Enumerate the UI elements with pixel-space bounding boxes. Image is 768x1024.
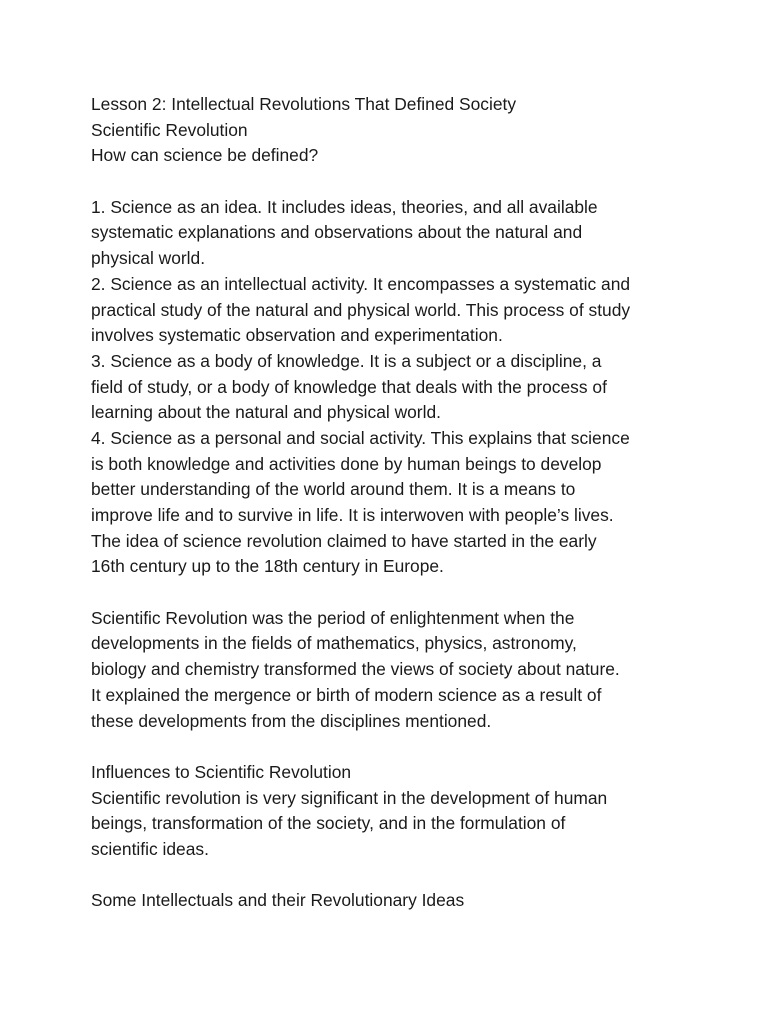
paragraph-line: Scientific revolution is very significant in the development of human	[91, 787, 608, 808]
definition-item	[91, 426, 691, 580]
question-line: How can science be defined?	[91, 145, 319, 166]
definition-line: 1. Science as an idea. It includes ideas, theories, and all available	[91, 196, 598, 217]
definition-item	[91, 272, 691, 349]
definition-line: better understanding of the world around them. It is a means to	[91, 479, 576, 500]
lesson-title: Lesson 2: Intellectual Revolutions That Defined Society	[91, 94, 517, 114]
influences-heading: Influences to Scientific Revolution	[91, 761, 352, 782]
blank-line	[91, 734, 691, 760]
blank-line	[91, 169, 691, 195]
paragraph-line: Scientific Revolution was the period of enlightenment when the	[91, 607, 575, 628]
definition-line: physical world.	[91, 248, 206, 269]
definition-line: practical study of the natural and physical world. This process of study	[91, 299, 631, 320]
definition-line: 4. Science as a personal and social activity. This explains that science	[91, 427, 630, 448]
influences-section	[91, 760, 691, 863]
intellectuals-heading: Some Intellectuals and their Revolutionary Ideas	[91, 890, 465, 911]
paragraph-line: developments in the fields of mathematics, physics, astronomy,	[91, 633, 577, 654]
definition-item	[91, 349, 691, 426]
definition-line: is both knowledge and activities done by human beings to develop	[91, 453, 602, 474]
blank-line	[91, 580, 691, 606]
definition-item	[91, 195, 691, 272]
paragraph-line: beings, transformation of the society, and in the formulation of	[91, 813, 566, 834]
paragraph-line: biology and chemistry transformed the views of society about nature.	[91, 659, 620, 680]
definition-line: systematic explanations and observations about the natural and	[91, 222, 583, 243]
definition-line: 2. Science as an intellectual activity. It encompasses a systematic and	[91, 273, 631, 294]
paragraph-line: It explained the mergence or birth of modern science as a result of	[91, 684, 602, 705]
definition-line: 16th century up to the 18th century in Europe.	[91, 556, 444, 577]
paragraph-line: scientific ideas.	[91, 838, 209, 859]
revolution-paragraph	[91, 606, 691, 734]
definition-line: 3. Science as a body of knowledge. It is a subject or a discipline, a	[91, 350, 602, 371]
definition-line: field of study, or a body of knowledge that deals with the process of	[91, 376, 607, 397]
definition-line: learning about the natural and physical world.	[91, 402, 441, 423]
definition-line: involves systematic observation and experimentation.	[91, 325, 503, 346]
definition-line: The idea of science revolution claimed to have started in the early	[91, 530, 597, 551]
blank-line	[91, 863, 691, 889]
paragraph-line: these developments from the disciplines mentioned.	[91, 710, 492, 731]
document-page	[91, 92, 691, 914]
topic-heading: Scientific Revolution	[91, 119, 248, 140]
definition-line: improve life and to survive in life. It is interwoven with people’s lives.	[91, 505, 614, 525]
